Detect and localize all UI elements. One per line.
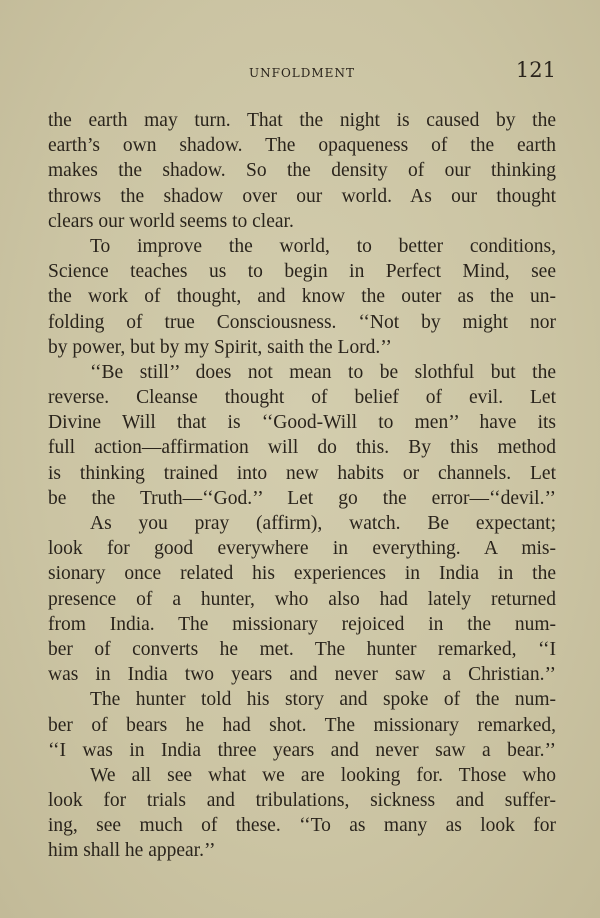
text-line: makes the shadow. So the density of our thinking — [48, 160, 556, 182]
text-line: ber of converts he met. The hunter remarked, ‘‘I — [48, 638, 556, 660]
body-text — [48, 108, 556, 864]
text-line: ‘‘Be still’’ does not mean to be slothful but the — [90, 361, 556, 383]
text-line: sionary once related his experiences in India in the — [48, 563, 556, 585]
text-line: presence of a hunter, who also had lately returned — [48, 588, 556, 610]
text-line: the earth may turn. That the night is caused by the — [48, 110, 556, 131]
page-number: 121 — [515, 58, 556, 82]
text-line: ‘‘I was in India three years and never saw a bear.’’ — [48, 739, 556, 761]
text-line: Divine Will that is ‘‘Good-Will to men’’ have its — [48, 412, 556, 434]
text-line: ber of bears he had shot. The missionary remarked, — [48, 714, 556, 736]
text-line: We all see what we are looking for. Those who — [90, 764, 556, 786]
text-line: To improve the world, to better conditions, — [90, 235, 556, 257]
page-header — [48, 58, 556, 88]
text-line: look for good everywhere in everything. A mis- — [48, 538, 556, 560]
text-line: Science teaches us to begin in Perfect Mind, see — [48, 261, 556, 283]
text-line: throws the shadow over our world. As our thought — [48, 185, 556, 207]
running-title: UNFOLDMENT — [249, 66, 355, 80]
text-line: be the Truth—‘‘God.’’ Let go the error—‘‘devil.’’ — [48, 487, 556, 509]
text-line: him shall he appear.’’ — [48, 840, 216, 862]
text-line: is thinking trained into new habits or channels. Let — [48, 462, 556, 484]
text-line: ing, see much of these. ‘‘To as many as look for — [48, 815, 556, 837]
text-line: reverse. Cleanse thought of belief of evil. Let — [48, 387, 556, 409]
text-line: earth’s own shadow. The opaqueness of the earth — [48, 135, 556, 157]
text-line: the work of thought, and know the outer as the un- — [48, 286, 556, 308]
text-line: was in India two years and never saw a Christian.’’ — [48, 664, 556, 686]
text-line: As you pray (affirm), watch. Be expectant; — [90, 513, 556, 534]
text-line: by power, but by my Spirit, saith the Lord.’’ — [48, 336, 392, 358]
text-line: clears our world seems to clear. — [48, 210, 294, 232]
text-line: look for trials and tribulations, sickness and suffer- — [48, 790, 556, 812]
text-line: from India. The missionary rejoiced in the num- — [48, 613, 556, 635]
text-line: full action—affirmation will do this. By this method — [48, 437, 556, 459]
text-line: The hunter told his story and spoke of the num- — [90, 689, 556, 711]
text-line: folding of true Consciousness. ‘‘Not by might nor — [48, 311, 556, 333]
